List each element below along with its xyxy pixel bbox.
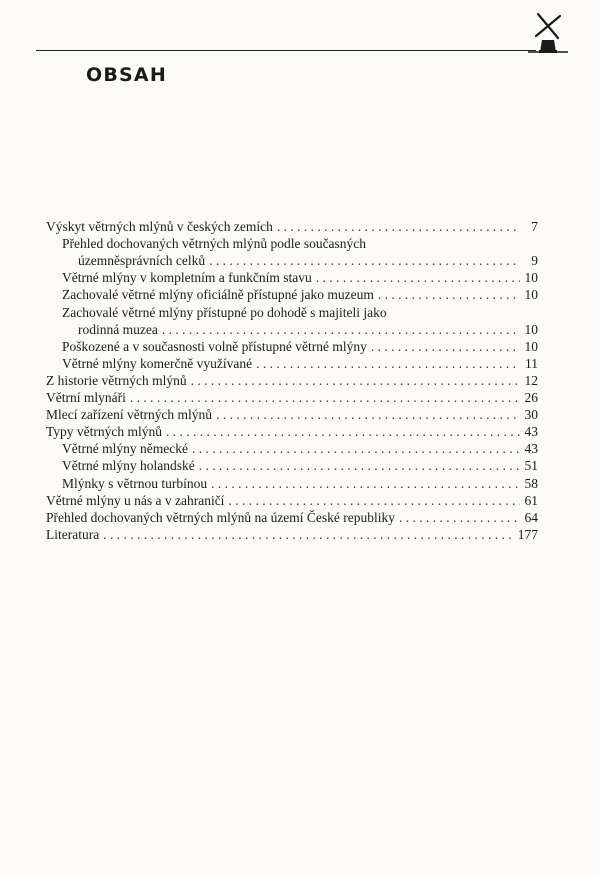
toc-entry-label: Přehled dochovaných větrných mlýnů podle současných — [62, 236, 367, 252]
toc-entry — [46, 218, 538, 235]
dot-leader — [162, 321, 520, 338]
dot-leader — [192, 440, 520, 457]
dot-leader — [211, 475, 520, 492]
toc-entry-label: Zachovalé větrné mlýny oficiálně přístupné jako muzeum — [62, 287, 374, 303]
dot-leader — [130, 389, 520, 406]
toc-entry — [62, 457, 538, 474]
toc-entry-label: rodinná muzea — [78, 321, 158, 337]
toc-entry-label: územněsprávních celků — [78, 253, 206, 269]
toc-page-number: 43 — [524, 424, 538, 440]
toc-entry — [46, 406, 538, 423]
toc-page-number: 7 — [531, 219, 538, 234]
toc-entry — [62, 355, 538, 372]
toc-entry — [78, 252, 538, 269]
dot-leader — [399, 509, 520, 526]
dot-leader — [256, 355, 520, 372]
toc-entry — [46, 526, 538, 543]
dot-leader — [277, 218, 520, 235]
toc-entry — [46, 423, 538, 440]
windmill-icon — [526, 10, 570, 56]
toc-entry — [46, 389, 538, 406]
toc-page-number: 10 — [524, 321, 538, 337]
toc-entry — [46, 492, 538, 509]
dot-leader — [316, 269, 520, 286]
toc-entry-label: Větrní mlynáři — [46, 390, 126, 405]
toc-entry-label: Typy větrných mlýnů — [46, 424, 163, 440]
toc-page-number: 10 — [524, 338, 538, 354]
toc-page-number: 9 — [531, 253, 538, 269]
toc-page-number: 61 — [524, 492, 538, 508]
toc-entry-label: Větrné mlýny německé — [62, 441, 188, 457]
dot-leader — [166, 423, 520, 440]
toc-entry-label: Větrné mlýny holandské — [62, 458, 195, 474]
toc-entry — [78, 321, 538, 338]
toc-entry-label: Z historie větrných mlýnů — [46, 372, 187, 388]
toc-page-number: 58 — [524, 475, 538, 491]
dot-leader — [191, 372, 520, 389]
dot-leader — [216, 406, 520, 423]
toc-page-number: 30 — [524, 407, 538, 423]
toc-entry — [62, 338, 538, 355]
toc-entry-label: Mlecí zařízení větrných mlýnů — [46, 407, 213, 423]
toc-entry — [46, 509, 538, 526]
toc-entry-label: Poškozené a v současnosti volně přístupné větrné mlýny — [62, 338, 367, 354]
toc-entry-label: Mlýnky s větrnou turbínou — [62, 475, 208, 491]
toc-page-number: 177 — [517, 526, 538, 542]
dot-leader — [378, 286, 520, 303]
toc-entry — [62, 440, 538, 457]
dot-leader — [371, 338, 520, 355]
dot-leader — [228, 492, 520, 509]
toc-entry-label: Přehled dochovaných větrných mlýnů na území České republiky — [46, 509, 396, 525]
toc-page-number: 26 — [524, 390, 538, 405]
toc-entry-label: Větrné mlýny komerčně využívané — [62, 355, 253, 371]
toc-entry-label: Výskyt větrných mlýnů v českých zemích — [46, 219, 273, 234]
toc-entry — [62, 286, 538, 303]
toc-page-number: 10 — [524, 287, 538, 303]
toc-entry-label: Literatura — [46, 526, 100, 542]
toc-page-number: 12 — [524, 372, 538, 388]
toc-page-number: 64 — [524, 509, 538, 525]
dot-leader — [199, 457, 520, 474]
dot-leader — [209, 252, 520, 269]
header-rule — [36, 50, 536, 51]
toc-entry-label: Větrné mlýny u nás a v zahraničí — [46, 492, 225, 508]
page-title: OBSAH — [86, 64, 167, 86]
toc-page-number: 43 — [524, 441, 538, 457]
toc-page-number: 11 — [525, 355, 538, 371]
toc-entry — [62, 269, 538, 286]
toc-entry-label: Větrné mlýny v kompletním a funkčním stavu — [62, 270, 312, 286]
toc-entry-label: Zachovalé větrné mlýny přístupné po dohodě s majiteli jako — [62, 304, 387, 320]
toc-page-number: 10 — [524, 270, 538, 286]
dot-leader — [103, 526, 514, 543]
toc-page-number: 51 — [524, 458, 538, 474]
toc-entry — [46, 372, 538, 389]
toc-entry — [62, 475, 538, 492]
